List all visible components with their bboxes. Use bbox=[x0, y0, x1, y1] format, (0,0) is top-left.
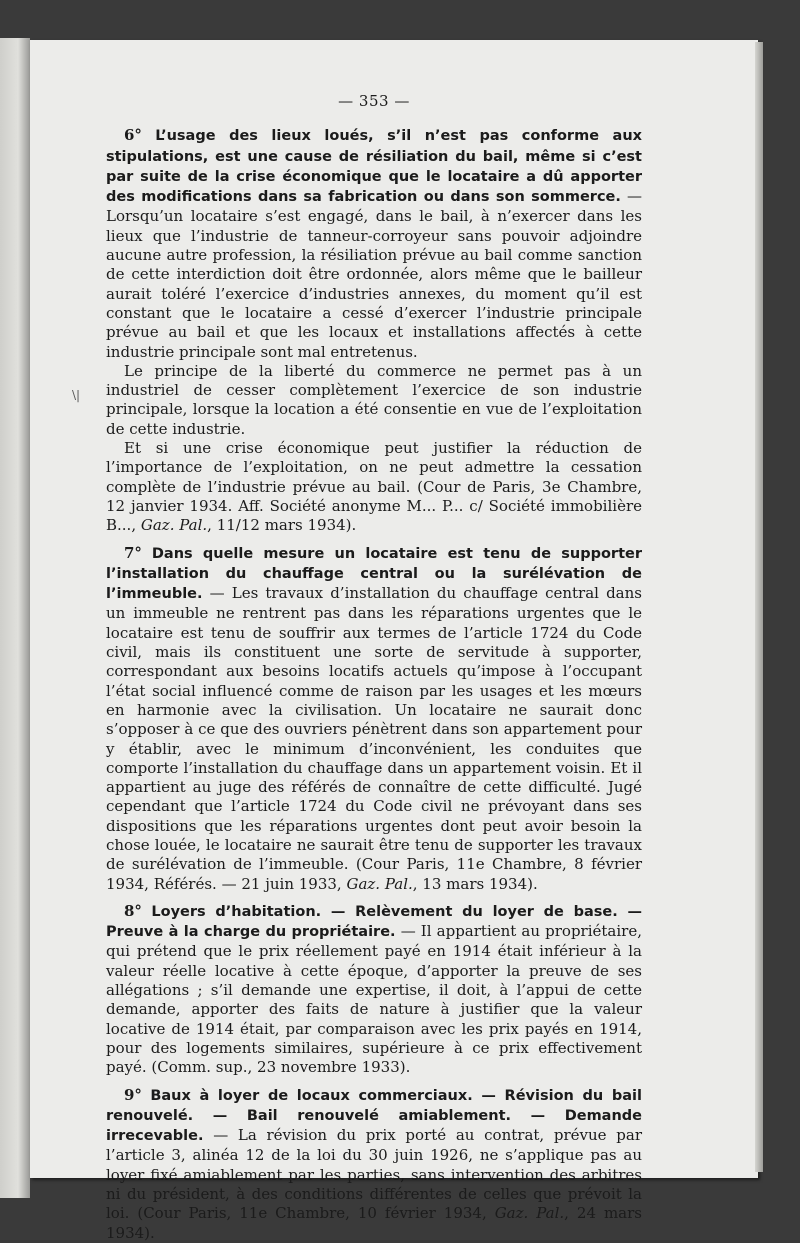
paragraph bbox=[106, 439, 642, 535]
section-heading: L’usage des lieux loués, s’il n’est pas conforme aux stipulations, est une cause de résiliation du bail, même si c’est par suite de la crise économique que le locataire a dû apporter des modifications dans sa fabrication ou dans son sommerce. bbox=[106, 128, 643, 206]
section-body: — Les travaux d’installation du chauffage central dans un immeuble ne rentrent pas dans les réparations urgentes que le locataire est tenu de souffrir aux termes de l’article 1724 du Code civil, mais ils constituent une sorte de servitude à supporter, correspondant aux besoins locatifs actuels qu’impose à l’occupant l’état social influencé comme de raison par les usages et les mœurs en harmonie avec la civilisation. Un locataire ne saurait donc s’opposer à ce que des ouvriers pénètrent dans son appartement pour y établir, avec le minimum d’inconvénient, les conduites que comporte l’installation du chauffage dans un appartement voisin. Et il appartient au juge des référés de connaître de cette difficulté. Jugé cependant que l’article 1724 du Code civil ne prévoyant dans ses dispositions que les réparations urgentes dont peut avoir besoin la chose louée, le locataire ne saurait être tenu de supporter les travaux de surélévation de l’immeuble. (Cour Paris, 11e Chambre, 8 février 1934, Référés. — 21 juin 1933, bbox=[106, 584, 642, 893]
citation-italic: Gaz. Pal. bbox=[346, 874, 413, 893]
page-number: — 353 — bbox=[338, 92, 410, 110]
right-page-edge bbox=[755, 42, 763, 1172]
section-body: — Lorsqu’un locataire s’est engagé, dans le bail, à n’exercer dans les lieux que l’industrie de tanneur-corroyeur sans pouvoir adjoindre aucune autre profession, la résiliation prévue au bail comme sanction de cette interdiction doit être ordonnée, alors même que le bailleur aurait toléré l’exercice d’industries annexes, du moment qu’il est constant que le locataire a cessé d’exercer l’industrie principale prévue au bail et que les locaux et installations affectés à cette industrie principale sont mal entretenus. bbox=[106, 187, 642, 361]
section-number: 6° bbox=[124, 126, 142, 145]
paragraph-text: Et si une crise économique peut justifier la réduction de l’importance de l’exploitation, on ne peut admettre la cessation complète de l’industrie prévue au bail. (Cour de Paris, 3e Chambre, 12 janvier 1934. Aff. Société anonyme M... P... c/ Société immobilière B..., bbox=[106, 439, 642, 535]
section-6 bbox=[106, 126, 642, 362]
paragraph: Le principe de la liberté du commerce ne permet pas à un industriel de cesser complètement l’exercice de son industrie principale, lorsque la location a été consentie en vue de l’exploitation de cette industrie. bbox=[106, 361, 642, 438]
page-content bbox=[106, 92, 642, 1243]
section-body: , 24 mars 1934). bbox=[106, 1204, 642, 1242]
section-7 bbox=[106, 544, 642, 894]
section-heading: Loyers d’habitation. — Relèvement du loyer de base. — Preuve à la charge du propriétaire. bbox=[106, 903, 642, 941]
section-number: 7° bbox=[124, 543, 142, 562]
citation-italic: Gaz. Pal. bbox=[494, 1204, 565, 1223]
section-body: , 13 mars 1934). bbox=[412, 874, 538, 893]
left-page-edge bbox=[0, 38, 30, 1198]
section-number: 9° bbox=[124, 1085, 142, 1104]
section-body: — Il appartient au propriétaire, qui prétend que le prix réellement payé en 1914 était inférieur à la valeur réelle locative à cette époque, d’apporter la preuve de ses allégations ; s’il demande une expertise, il doit, à l’appui de cette demande, apporter des faits de nature à justifier que la valeur locative de 1914 était, par comparaison avec les prix payés en 1914, pour des logements similaires, supérieure à ce prix effectivement payé. (Comm. sup., 23 novembre 1933). bbox=[106, 922, 642, 1077]
section-number: 8° bbox=[124, 901, 142, 920]
margin-mark: \| bbox=[72, 388, 81, 402]
paragraph-text: , 11/12 mars 1934). bbox=[207, 516, 357, 535]
citation-italic: Gaz. Pal. bbox=[140, 516, 208, 535]
section-9 bbox=[106, 1086, 642, 1243]
section-body: — La révision du prix porté au contrat, prévue par l’article 3, alinéa 12 de la loi du 30 juin 1926, ne s’applique pas au loyer fixé amiablement par les parties, sans intervention des arbitres ni du président, à des conditions différentes de celles que prévoit la loi. (Cour Paris, 11e Chambre, 10 février 1934, bbox=[106, 1126, 642, 1223]
section-8 bbox=[106, 902, 642, 1078]
section-heading: Dans quelle mesure un locataire est tenu de supporter l’installation du chauffage central ou la surélévation de l’immeuble. bbox=[106, 545, 642, 603]
section-heading: Baux à loyer de locaux commerciaux. — Révision du bail renouvelé. — Bail renouvelé amiablement. — Demande irrecevable. bbox=[106, 1087, 642, 1145]
